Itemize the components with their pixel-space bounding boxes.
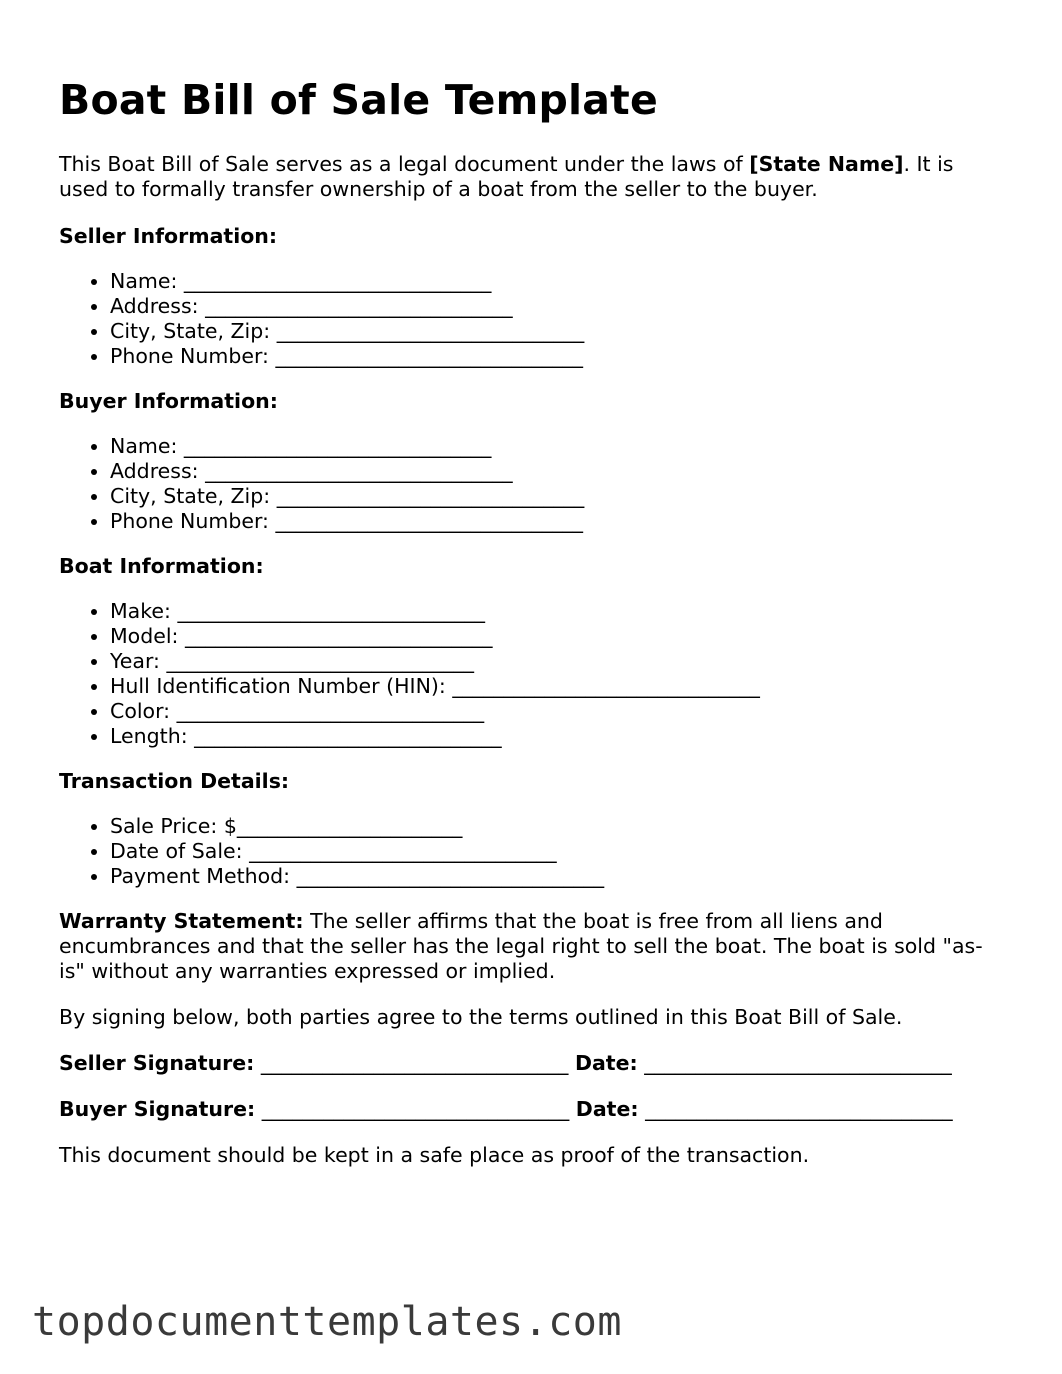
fill-blank: ______________________________ xyxy=(275,344,583,368)
buyer-phone-field: • Phone Number: ______________________________ xyxy=(110,509,999,534)
transaction-section-heading: Transaction Details: xyxy=(59,769,290,793)
fill-blank: ______________________________ xyxy=(261,1097,570,1121)
document-page xyxy=(59,74,999,1168)
seller-city-state-zip-field: • City, State, Zip: ______________________________ xyxy=(110,319,999,344)
buyer-signature-line: Buyer Signature: ______________________________ Date: ______________________________ xyxy=(59,1097,953,1121)
boat-color-field: • Color: ______________________________ xyxy=(110,699,999,724)
payment-method-field: • Payment Method: ______________________________ xyxy=(110,864,999,889)
fill-blank: ______________________________ xyxy=(645,1097,953,1121)
seller-name-field: • Name: ______________________________ xyxy=(110,269,999,294)
fill-blank: ______________________________ xyxy=(452,674,760,698)
seller-fields-list xyxy=(59,269,999,369)
fill-blank: ______________________________ xyxy=(205,459,513,483)
site-watermark: topdocumenttemplates.com xyxy=(32,1299,622,1345)
fill-blank: ______________________ xyxy=(236,814,463,838)
sale-price-field: • Sale Price: $______________________ xyxy=(110,814,999,839)
boat-length-field: • Length: ______________________________ xyxy=(110,724,999,749)
seller-phone-field: • Phone Number: ______________________________ xyxy=(110,344,999,369)
boat-fields-list xyxy=(59,599,999,749)
fill-blank: ______________________________ xyxy=(185,624,493,648)
fill-blank: ______________________________ xyxy=(176,699,485,723)
fill-blank: ______________________________ xyxy=(249,839,557,863)
seller-signature-line: Seller Signature: ______________________________ Date: ______________________________ xyxy=(59,1051,952,1075)
boat-year-field: • Year: ______________________________ xyxy=(110,649,999,674)
fill-blank: ______________________________ xyxy=(276,484,585,508)
transaction-fields-list xyxy=(59,814,999,889)
boat-make-field: • Make: ______________________________ xyxy=(110,599,999,624)
intro-paragraph: This Boat Bill of Sale serves as a legal document under the laws of [State Name]. It is used to formally transfer ownership of a boat from the seller to the buyer. xyxy=(59,152,954,201)
boat-model-field: • Model: ______________________________ xyxy=(110,624,999,649)
fill-blank: ______________________________ xyxy=(177,599,485,623)
fill-blank: ______________________________ xyxy=(276,319,585,343)
buyer-fields-list xyxy=(59,434,999,534)
fill-blank: ______________________________ xyxy=(644,1051,952,1075)
date-of-sale-field: • Date of Sale: ______________________________ xyxy=(110,839,999,864)
buyer-city-state-zip-field: • City, State, Zip: ______________________________ xyxy=(110,484,999,509)
page-title: Boat Bill of Sale Template xyxy=(59,76,658,124)
fill-blank: ______________________________ xyxy=(194,724,502,748)
fill-blank: ______________________________ xyxy=(275,509,583,533)
agreement-paragraph: By signing below, both parties agree to the terms outlined in this Boat Bill of Sale. xyxy=(59,1005,903,1029)
boat-hin-field: • Hull Identification Number (HIN): ______________________________ xyxy=(110,674,999,699)
warranty-statement: Warranty Statement: The seller affirms that the boat is free from all liens and encumbrances and that the seller has the legal right to sell the boat. The boat is sold "as-is" without any warranties expressed or implied. xyxy=(59,909,983,983)
closing-note: This document should be kept in a safe place as proof of the transaction. xyxy=(59,1143,810,1167)
seller-address-field: • Address: ______________________________ xyxy=(110,294,999,319)
seller-section-heading: Seller Information: xyxy=(59,224,278,248)
fill-blank: ______________________________ xyxy=(166,649,474,673)
fill-blank: ______________________________ xyxy=(183,434,492,458)
buyer-address-field: • Address: ______________________________ xyxy=(110,459,999,484)
fill-blank: ______________________________ xyxy=(296,864,605,888)
fill-blank: ______________________________ xyxy=(260,1051,569,1075)
fill-blank: ______________________________ xyxy=(205,294,513,318)
state-name-placeholder: [State Name] xyxy=(749,152,904,176)
buyer-section-heading: Buyer Information: xyxy=(59,389,278,413)
buyer-name-field: • Name: ______________________________ xyxy=(110,434,999,459)
fill-blank: ______________________________ xyxy=(183,269,492,293)
boat-section-heading: Boat Information: xyxy=(59,554,264,578)
